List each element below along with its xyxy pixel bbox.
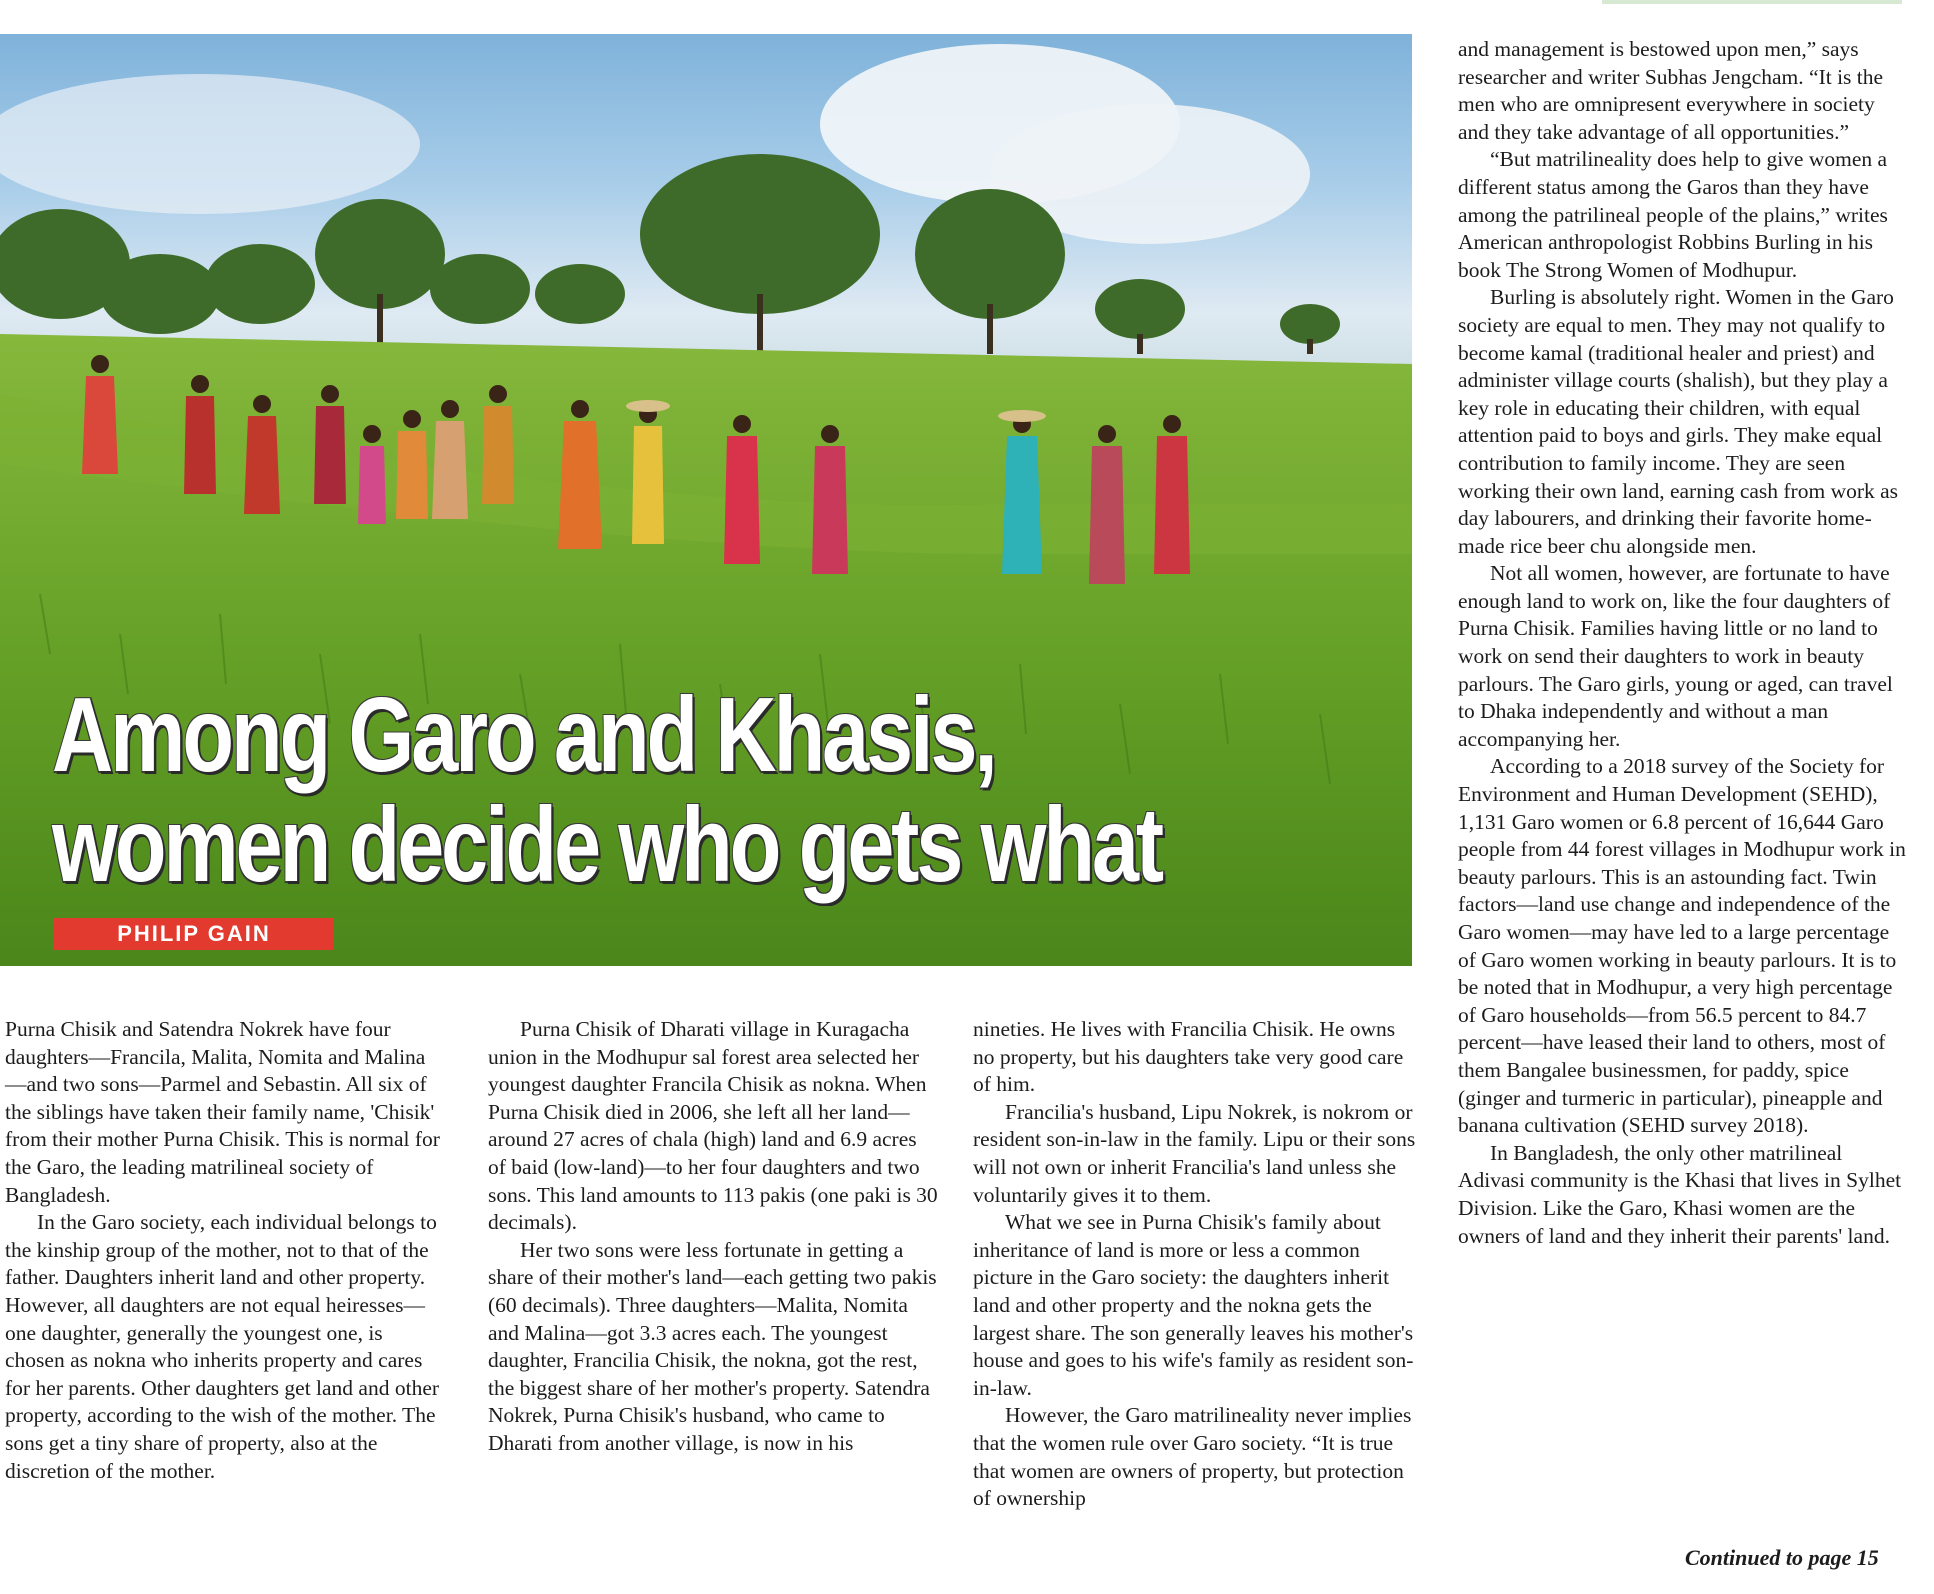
paragraph: Not all women, however, are fortunate to have enough land to work on, like the four daughters of Purna Chisik. Families having little or no land to work on send their daughters to work in beauty parlours. The Garo girls, young or aged, can travel to Dhaka independently and without a man accompanying her.: [1458, 561, 1893, 751]
paragraph: “But matrilineality does help to give women a different status among the Garos than they have among the patrilineal people of the plains,” writes American anthropologist Robbins Burling in his book The Strong Women of Modhupur.: [1458, 147, 1888, 282]
paragraph: What we see in Purna Chisik's family about inheritance of land is more or less a common picture in the Garo society: the daughters inherit land and other property and the nokna gets the largest share. The son generally leaves his mother's house and goes to his wife's family as resident son-in-law.: [973, 1210, 1414, 1400]
continued-link[interactable]: Continued to page 15: [1685, 1545, 1879, 1570]
paragraph: Francilia's husband, Lipu Nokrek, is nokrom or resident son-in-law in the family. Lipu or their sons will not own or inherit Francilia's land unless she voluntarily gives it to them.: [973, 1099, 1416, 1207]
article-column-2: [488, 1016, 938, 1458]
paragraph: Her two sons were less fortunate in getting a share of their mother's land—each getting two pakis (60 decimals). Three daughters—Malita, Nomita and Malina—got 3.3 acres each. The youngest daughter, Francilia Chisik, the nokna, got the rest, the biggest share of her mother's property. Satendra Nokrek, Purna Chisik's husband, who came to Dharati from another village, is now in his: [488, 1237, 937, 1455]
paragraph: and management is bestowed upon men,” says researcher and writer Subhas Jengcham. “It is the men who are omnipresent everywhere in society and they take advantage of all opportunities.”: [1458, 37, 1884, 144]
article-column-4: [1458, 36, 1908, 1250]
headline-line-1: Among Garo and Khasis,: [52, 676, 995, 794]
paragraph: In Bangladesh, the only other matrilineal Adivasi community is the Khasi that lives in Sylhet Division. Like the Garo, Khasi women are the owners of land and they inherit their parents' land.: [1458, 1140, 1902, 1248]
article-column-1: [5, 1016, 445, 1485]
top-color-strip: [1602, 0, 1902, 4]
paragraph: According to a 2018 survey of the Society for Environment and Human Development (SEHD), 1,131 Garo women or 6.8 percent of 16,644 Garo people from 44 forest villages in Modhupur work in beauty parlours. This is an astounding fact. Twin factors—land use change and independence of the Garo women—may have led to a large percentage of Garo women working in beauty parlours. It is to be noted that in Modhupur, a very high percentage of Garo households—from 56.5 percent to 84.7 percent—have leased their land to others, most of them Bangalee businessmen, for paddy, spice (ginger and turmeric in particular), pineapple and banana cultivation (SEHD survey 2018).: [1458, 754, 1906, 1138]
paragraph: Burling is absolutely right. Women in the Garo society are equal to men. They may not qualify to become kamal (traditional healer and priest) and administer village courts (shalish), but they play a key role in educating their children, with equal attention paid to boys and girls. They make equal contribution to family income. They are seen working their own land, earning cash from work as day labourers, and drinking their favorite home-made rice beer chu alongside men.: [1458, 285, 1899, 558]
lead-photo: [0, 34, 1412, 966]
paragraph: Purna Chisik and Satendra Nokrek have four daughters—Francila, Malita, Nomita and Malina—and two sons—Parmel and Sebastin. All six of the siblings have taken their family name, 'Chisik' from their mother Purna Chisik. This is normal for the Garo, the leading matrilineal society of Bangladesh.: [5, 1017, 440, 1207]
paragraph: nineties. He lives with Francilia Chisik. He owns no property, but his daughters take very good care of him.: [973, 1017, 1404, 1097]
paragraph: In the Garo society, each individual belongs to the kinship group of the mother, not to that of the father. Daughters inherit land and other property. However, all daughters are not equal heiresses—one daughter, generally the youngest one, is chosen as nokna who inherits property and cares for her parents. Other daughters get land and other property, according to the wish of the mother. The sons get a tiny share of property, also at the discretion of the mother.: [5, 1210, 440, 1483]
paragraph: However, the Garo matrilineality never implies that the women rule over Garo society. “It is true that women are owners of property, but protection of ownership: [973, 1403, 1412, 1511]
article-column-3: [973, 1016, 1419, 1513]
headline: [52, 676, 1161, 904]
paragraph: Purna Chisik of Dharati village in Kuragacha union in the Modhupur sal forest area selected her youngest daughter Francila Chisik as nokna. When Purna Chisik died in 2006, she left all her land—around 27 acres of chala (high) land and 6.9 acres of baid (low-land)—to her four daughters and two sons. This land amounts to 113 pakis (one paki is 30 decimals).: [488, 1017, 938, 1235]
headline-line-2: women decide who gets what: [52, 786, 1161, 904]
byline-badge: PHILIP GAIN: [54, 918, 334, 950]
